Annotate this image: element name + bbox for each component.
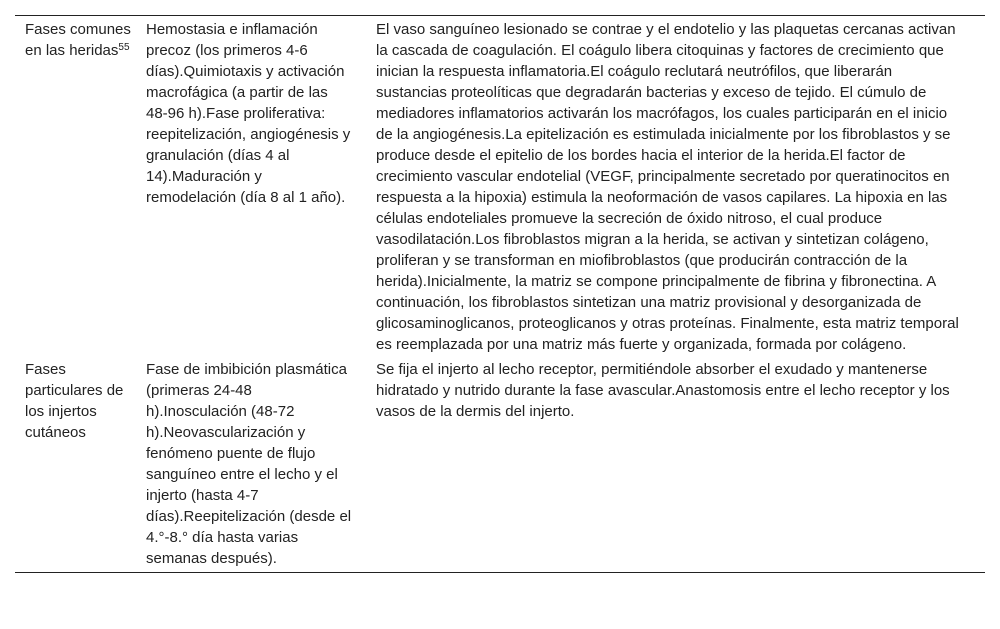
- table-row-graft-phases: [15, 357, 985, 573]
- wound-healing-phases-table: [15, 15, 985, 573]
- description-cell: El vaso sanguíneo lesionado se contrae y el endotelio y las plaquetas cercanas activan la cascada de coagulación. El coágulo libera citoquinas y factores de crecimiento que inician la respuesta inflamatoria.El coágulo reclutará neutrófilos, que liberarán sustancias proteolíticas que degradarán bacterias y exceso de tejido. El cúmulo de mediadores inflamatorios activarán los macrófagos, los cuales participarán en el inicio de la angiogénesis.La epitelización es estimulada inicialmente por los fibroblastos y se produce desde el epitelio de los bordes hacia el interior de la herida.El factor de crecimiento vascular endotelial (VEGF, principalmente secretado por queratinocitos en respuesta a la hipoxia) estimula la neoformación de vasos capilares. La hipoxia en las células endoteliales promueve la secreción de óxido nitroso, el cual produce vasodilatación.Los fibroblastos migran a la herida, se activan y sintetizan colágeno, proliferan y se transforman en miofibroblastos (que producirán contracción de la herida).Inicialmente, la matriz se compone principalmente de fibrina y fibronectina. A continuación, los fibroblastos sintetizan una matriz provisional y desorganizada de glicosaminoglicanos, proteoglicanos y otras proteínas. Finalmente, esta matriz temporal es reemplazada por una matriz más fuerte y organizada, formada por colágeno.: [376, 21, 959, 353]
- phases-cell: Hemostasia e inflamación precoz (los primeros 4-6 días).Quimiotaxis y activación macrofágica (a partir de las 48-96 h).Fase proliferativa: reepitelización, angiogénesis y granulación (días 4 al 14).Maduración y remodelación (día 8 al 1 año).: [146, 21, 351, 206]
- row-label-cell: [15, 16, 138, 358]
- description-cell: Se fija el injerto al lecho receptor, permitiéndole absorber el exudado y mantenerse hidratado y nutrido durante la fase avascular.Anastomosis entre el lecho receptor y los vasos de la dermis del injerto.: [376, 361, 950, 420]
- row-label: Fases comunes en las heridas: [25, 21, 131, 59]
- reference-superscript: 55: [118, 42, 130, 53]
- phases-cell: Fase de imbibición plasmática (primeras 24-48 h).Inosculación (48-72 h).Neovascularización y fenómeno puente de flujo sanguíneo entre el lecho y el injerto (hasta 4-7 días).Reepitelización (desde el 4.°-8.° día hasta varias semanas después).: [146, 361, 352, 567]
- row-label-cell: Fases particulares de los injertos cutáneos: [25, 361, 124, 441]
- table-row-common-phases: [15, 16, 985, 358]
